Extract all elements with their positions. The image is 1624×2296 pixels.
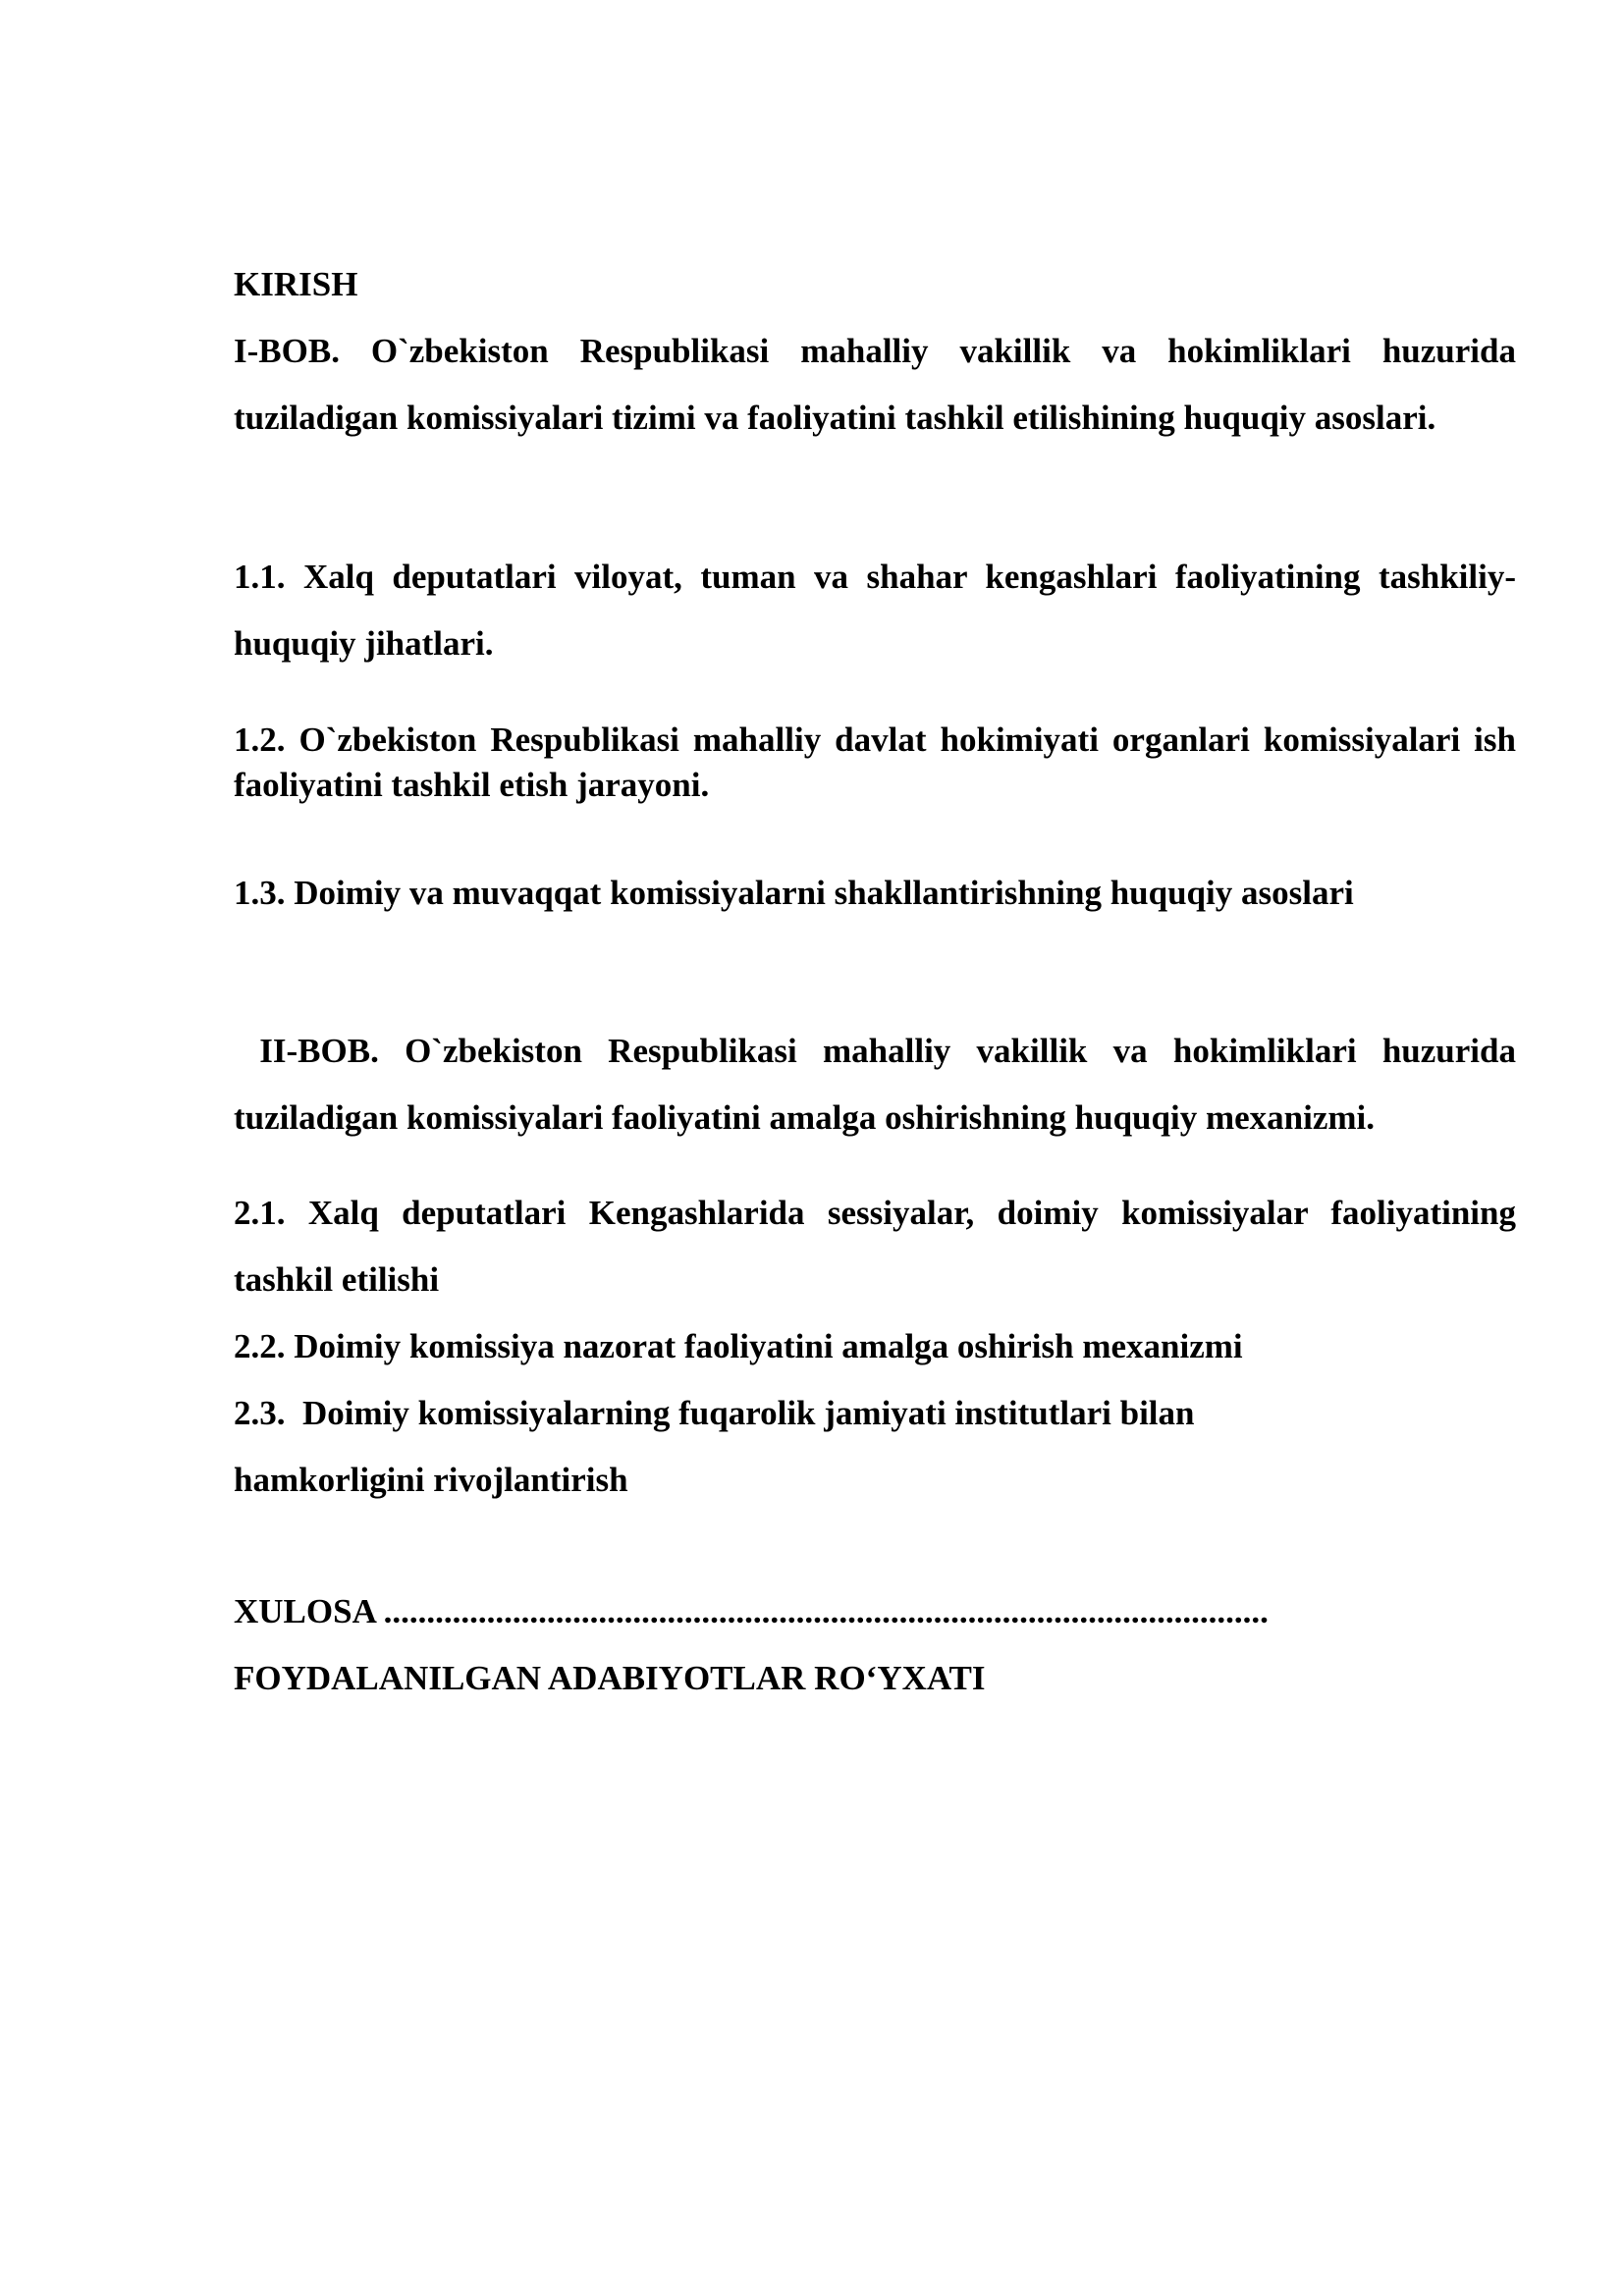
toc-references: FOYDALANILGAN ADABIYOTLAR RO‘YXATI: [234, 1659, 986, 1697]
toc-chapter-2-title: II-BOB. O`zbekiston Respublikasi mahalliy vakillik va hokimliklari huzurida tuziladigan komissiyalari faoliyatini amalga oshirishning huquqiy mexanizmi.: [234, 1032, 1525, 1137]
toc-section-1-1: 1.1. Xalq deputatlari viloyat, tuman va shahar kengashlari faoliyatining tashkiliy-huquqiy jihatlari.: [234, 558, 1516, 663]
toc-conclusion: XULOSA .......................................................................................................: [234, 1592, 1269, 1630]
toc-section-1-2: 1.2. O`zbekiston Respublikasi mahalliy davlat hokimiyati organlari komissiyalari ish faoliyatini tashkil etish jarayoni.: [234, 721, 1516, 804]
toc-section-2-3-continued: hamkorligini rivojlantirish: [234, 1461, 628, 1499]
toc-section-2-3: 2.3. Doimiy komissiyalarning fuqarolik jamiyati institutlari bilan: [234, 1394, 1195, 1432]
toc-chapter-1-title: I-BOB. O`zbekiston Respublikasi mahalliy vakillik va hokimliklari huzurida tuziladigan komissiyalari tizimi va faoliyatini tashkil etilishining huquqiy asoslari.: [234, 332, 1516, 437]
toc-section-1-3: 1.3. Doimiy va muvaqqat komissiyalarni shakllantirishning huquqiy asoslari: [234, 874, 1354, 912]
toc-section-2-1: 2.1. Xalq deputatlari Kengashlarida sessiyalar, doimiy komissiyalar faoliyatining tashkil etilishi: [234, 1194, 1516, 1299]
toc-intro: KIRISH: [234, 265, 358, 303]
toc-section-2-2: 2.2. Doimiy komissiya nazorat faoliyatini amalga oshirish mexanizmi: [234, 1327, 1243, 1365]
